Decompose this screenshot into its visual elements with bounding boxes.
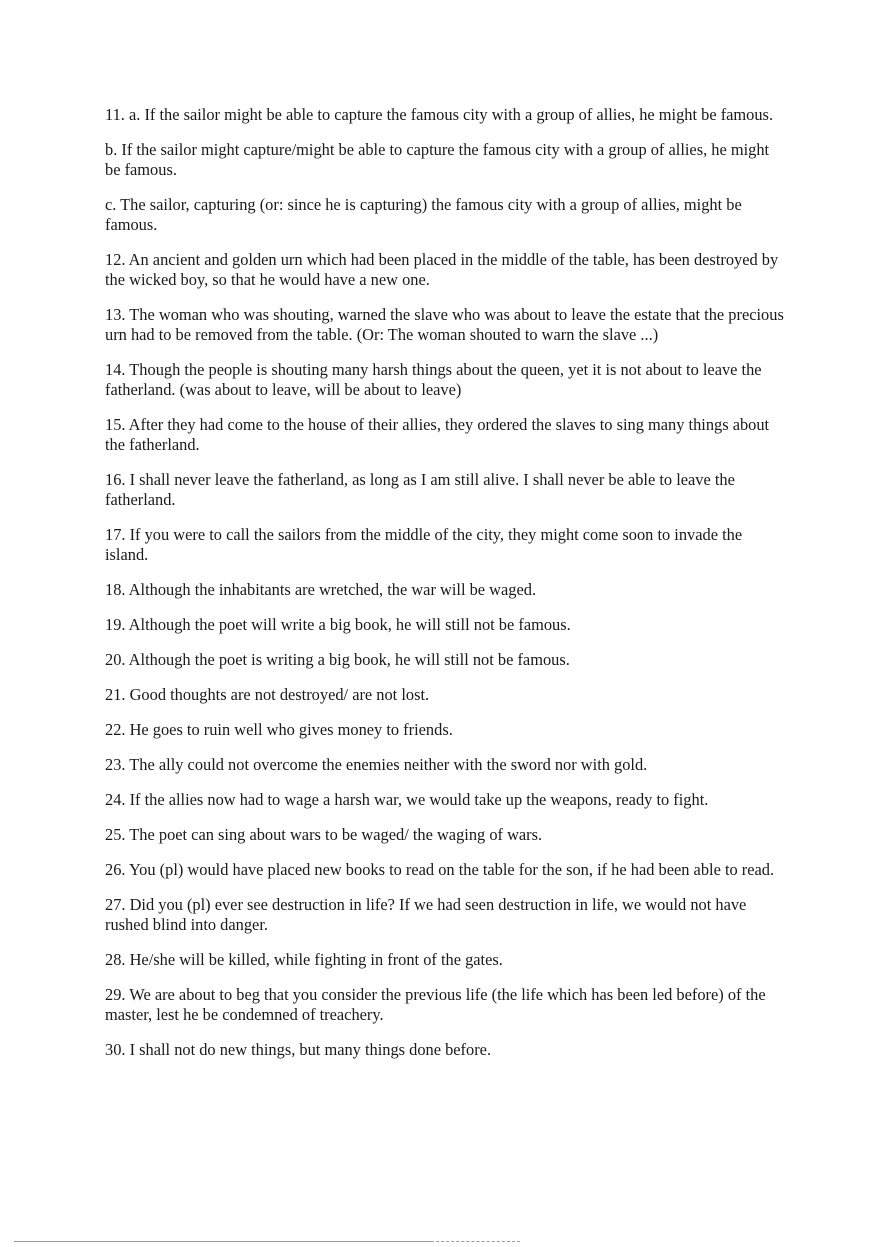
answer-list xyxy=(105,105,785,1075)
answer-paragraph: 11. a. If the sailor might be able to capture the famous city with a group of allies, he might be famous. xyxy=(105,105,774,124)
answer-paragraph: 23. The ally could not overcome the enemies neither with the sword nor with gold. xyxy=(105,755,648,774)
answer-paragraph: 15. After they had come to the house of their allies, they ordered the slaves to sing many things about the fatherland. xyxy=(105,415,770,454)
answer-paragraph: 26. You (pl) would have placed new books to read on the table for the son, if he had been able to read. xyxy=(105,860,775,879)
answer-paragraph: 19. Although the poet will write a big book, he will still not be famous. xyxy=(105,615,571,634)
answer-paragraph: 17. If you were to call the sailors from the middle of the city, they might come soon to invade the island. xyxy=(105,525,743,564)
answer-paragraph: 24. If the allies now had to wage a harsh war, we would take up the weapons, ready to fight. xyxy=(105,790,709,809)
answer-paragraph: b. If the sailor might capture/might be able to capture the famous city with a group of allies, he might be famous. xyxy=(105,140,770,179)
footer-divider-dashed xyxy=(436,1241,520,1242)
answer-paragraph: 14. Though the people is shouting many harsh things about the queen, yet it is not about to leave the fatherland. (was about to leave, will be about to leave) xyxy=(105,360,762,399)
answer-paragraph: c. The sailor, capturing (or: since he is capturing) the famous city with a group of allies, might be famous. xyxy=(105,195,742,234)
answer-paragraph: 25. The poet can sing about wars to be waged/ the waging of wars. xyxy=(105,825,543,844)
answer-paragraph: 12. An ancient and golden urn which had been placed in the middle of the table, has been destroyed by the wicked boy, so that he would have a new one. xyxy=(105,250,779,289)
answer-paragraph: 16. I shall never leave the fatherland, as long as I am still alive. I shall never be able to leave the fatherland. xyxy=(105,470,735,509)
answer-paragraph: 27. Did you (pl) ever see destruction in life? If we had seen destruction in life, we would not have rushed blind into danger. xyxy=(105,895,747,934)
answer-paragraph: 28. He/she will be killed, while fighting in front of the gates. xyxy=(105,950,503,969)
answer-paragraph: 13. The woman who was shouting, warned the slave who was about to leave the estate that the precious urn had to be removed from the table. (Or: The woman shouted to warn the slave ...) xyxy=(105,305,784,344)
answer-paragraph: 30. I shall not do new things, but many things done before. xyxy=(105,1040,492,1059)
answer-paragraph: 20. Although the poet is writing a big book, he will still not be famous. xyxy=(105,650,570,669)
answer-paragraph: 22. He goes to ruin well who gives money to friends. xyxy=(105,720,453,739)
footer-divider xyxy=(14,1241,434,1242)
answer-paragraph: 29. We are about to beg that you consider the previous life (the life which has been led before) of the master, lest he be condemned of treachery. xyxy=(105,985,766,1024)
answer-paragraph: 21. Good thoughts are not destroyed/ are not lost. xyxy=(105,685,430,704)
answer-paragraph: 18. Although the inhabitants are wretched, the war will be waged. xyxy=(105,580,537,599)
